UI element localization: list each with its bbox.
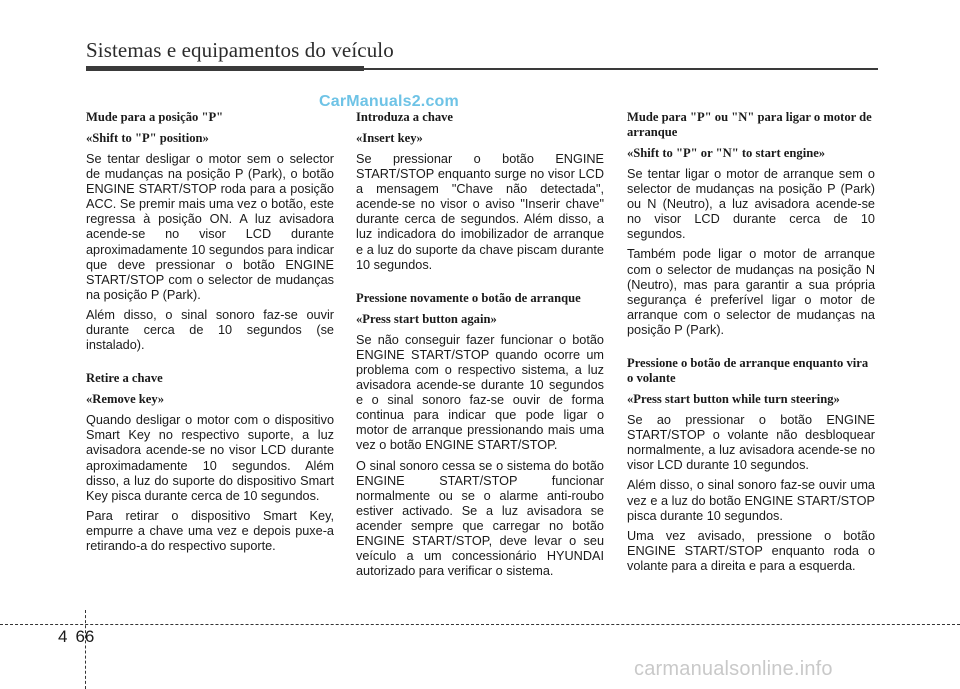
paragraph: Se pressionar o botão ENGINE START/STOP enquanto surge no visor LCD a mensagem "Chave não detectada", acende-se no visor o aviso "Inserir chave" durante cerca de segundos. Além disso, a luz indicadora do imobilizador de arranque e a luz do suporte da chave piscam durante 10 segundos. xyxy=(356,152,604,272)
section-subheading: «Press start button again» xyxy=(356,311,497,326)
section xyxy=(627,110,875,338)
section-heading: Pressione o botão de arranque enquanto vira o volante xyxy=(627,356,869,386)
section xyxy=(86,371,334,554)
section xyxy=(356,110,604,273)
paragraph: Também pode ligar o motor de arranque com o selector de mudanças na posição N (Neutro), mas para garantir a sua própria segurança é preferível ligar o motor de arranque com o selector de mudanças na posição P (Park). xyxy=(627,247,875,337)
section-heading: Introduza a chave xyxy=(356,110,454,124)
section xyxy=(627,356,875,574)
text-column-2 xyxy=(356,110,604,584)
text-column-1 xyxy=(86,110,334,559)
page-header-title: Sistemas e equipamentos do veículo xyxy=(86,38,394,62)
paragraph: Se não conseguir fazer funcionar o botão ENGINE START/STOP quando ocorre um problema com o respectivo sistema, a luz avisadora acende-se durante 10 segundos e o sinal sonoro faz-se ouvir de forma continua para indicar que pode ligar o motor de arranque pressionando mais uma vez o botão ENGINE START/STOP. xyxy=(356,332,604,453)
paragraph: Além disso, o sinal sonoro faz-se ouvir uma vez e a luz do botão ENGINE START/STOP pisca durante 10 segundos. xyxy=(627,478,875,523)
paragraph: Se ao pressionar o botão ENGINE START/STOP o volante não desbloquear normalmente, a luz avisadora acende-se no visor LCD durante 10 segundos. xyxy=(627,413,875,473)
section-subheading: «Press start button while turn steering» xyxy=(627,392,840,407)
paragraph: O sinal sonoro cessa se o sistema do botão ENGINE START/STOP funcionar normalmente ou se o alarme anti-roubo estiver activado. Se a luz avisadora se acender sempre que carregar no botão ENGINE START/STOP, deve levar o seu veículo a um concessionário HYUNDAI autorizado para verificar o sistema. xyxy=(356,458,604,579)
paragraph: Para retirar o dispositivo Smart Key, empurre a chave uma vez e depois puxe-a retirando-a do respectivo suporte. xyxy=(86,508,334,553)
paragraph: Uma vez avisado, pressione o botão ENGINE START/STOP enquanto roda o volante para a direita e para a esquerda. xyxy=(627,528,875,573)
footer-dashed-rule xyxy=(0,624,960,625)
section-subheading: «Remove key» xyxy=(86,392,164,407)
header-rule xyxy=(364,68,878,70)
section xyxy=(356,291,604,580)
section-heading: Mude para "P" ou "N" para ligar o motor de arranque xyxy=(627,110,872,139)
paragraph: Se tentar ligar o motor de arranque sem o selector de mudanças na posição P (Park) ou N (Neutro), a luz avisadora acende-se no visor LCD durante cerca de 10 segundos. xyxy=(627,167,875,242)
section-heading: Pressione novamente o botão de arranque xyxy=(356,290,581,305)
page-index: 66 xyxy=(75,627,95,646)
paragraph: Se tentar desligar o motor sem o selector de mudanças na posição P (Park), o botão ENGINE START/STOP roda para a posição ACC. Se premir mais uma vez o botão, este regressa à posição ON. A luz avisadora acende-se no visor LCD durante aproximadamente 10 segundos para indicar que deve pressionar o botão ENGINE START/STOP com o selector de mudanças na posição P (Park). xyxy=(86,152,334,302)
section-subheading: «Insert key» xyxy=(356,131,423,145)
section-heading: Retire a chave xyxy=(86,371,163,386)
section-subheading: «Shift to "P" position» xyxy=(86,131,209,145)
section-heading: Mude para a posição "P" xyxy=(86,110,224,124)
chapter-number: 4 xyxy=(58,627,68,646)
footer-vertical-rule xyxy=(85,610,86,689)
header-bar xyxy=(86,66,364,71)
watermark-bottom: carmanualsonline.info xyxy=(634,658,833,680)
section-subheading: «Shift to "P" or "N" to start engine» xyxy=(627,146,826,160)
watermark-top: CarManuals2.com xyxy=(319,93,459,110)
page-number xyxy=(58,627,94,647)
section xyxy=(86,110,334,353)
paragraph: Quando desligar o motor com o dispositivo Smart Key no respectivo suporte, a luz avisadora acende-se no visor LCD durante aproximadamente 10 segundos. Além disso, a luz do suporte do dispositivo Smart Key pisca durante cerca de 10 segundos. xyxy=(86,413,334,503)
text-column-3 xyxy=(627,110,875,579)
paragraph: Além disso, o sinal sonoro faz-se ouvir durante cerca de 10 segundos (se instalado). xyxy=(86,307,334,353)
